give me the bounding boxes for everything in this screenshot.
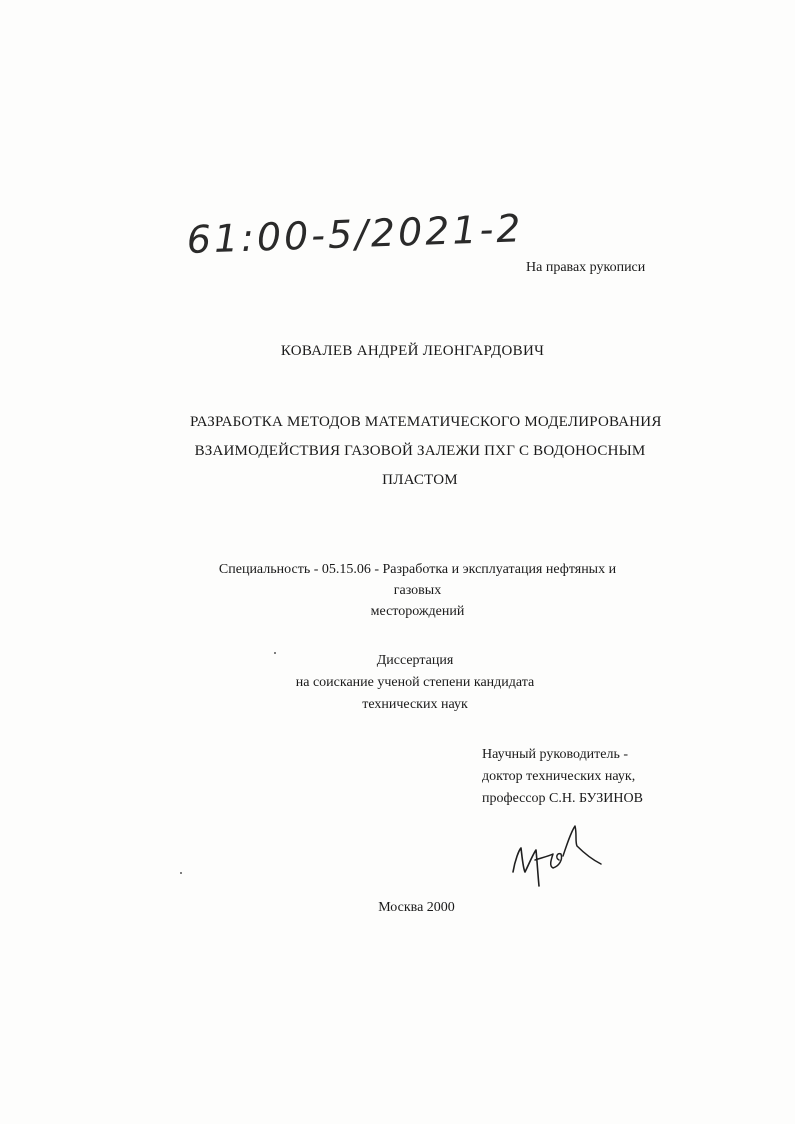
dissertation-label: Диссертация xyxy=(376,653,454,668)
manuscript-rights-label: На правах рукописи xyxy=(526,260,646,275)
archive-code-handwritten: 61:00-5/2021-2 xyxy=(186,206,525,262)
supervisor-degree: доктор технических наук, xyxy=(482,769,636,784)
author-name: КОВАЛЕВ АНДРЕЙ ЛЕОНГАРДОВИЧ xyxy=(280,343,545,359)
title-line-3: ПЛАСТОМ xyxy=(382,472,458,488)
supervisor-name: профессор С.Н. БУЗИНОВ xyxy=(482,791,643,806)
science-field-line: технических наук xyxy=(362,697,468,712)
dissertation-title xyxy=(190,408,662,495)
scan-speck xyxy=(274,652,276,654)
title-line-1: РАЗРАБОТКА МЕТОДОВ МАТЕМАТИЧЕСКОГО МОДЕЛИРОВАНИЯ xyxy=(190,414,662,430)
dissertation-degree-block xyxy=(250,650,580,716)
specialty-block xyxy=(195,559,640,622)
scan-speck xyxy=(180,872,182,874)
supervisor-block xyxy=(482,744,643,810)
specialty-line-1: Специальность - 05.15.06 - Разработка и эксплуатация нефтяных и газовых xyxy=(218,562,617,598)
specialty-line-2: месторождений xyxy=(370,604,465,619)
supervisor-signature xyxy=(505,820,615,900)
city-year: Москва 2000 xyxy=(378,900,455,915)
title-line-2: ВЗАИМОДЕЙСТВИЯ ГАЗОВОЙ ЗАЛЕЖИ ПХГ С ВОДОНОСНЫМ xyxy=(194,443,646,459)
supervisor-role: Научный руководитель - xyxy=(482,747,629,762)
degree-line: на соискание ученой степени кандидата xyxy=(295,675,535,690)
